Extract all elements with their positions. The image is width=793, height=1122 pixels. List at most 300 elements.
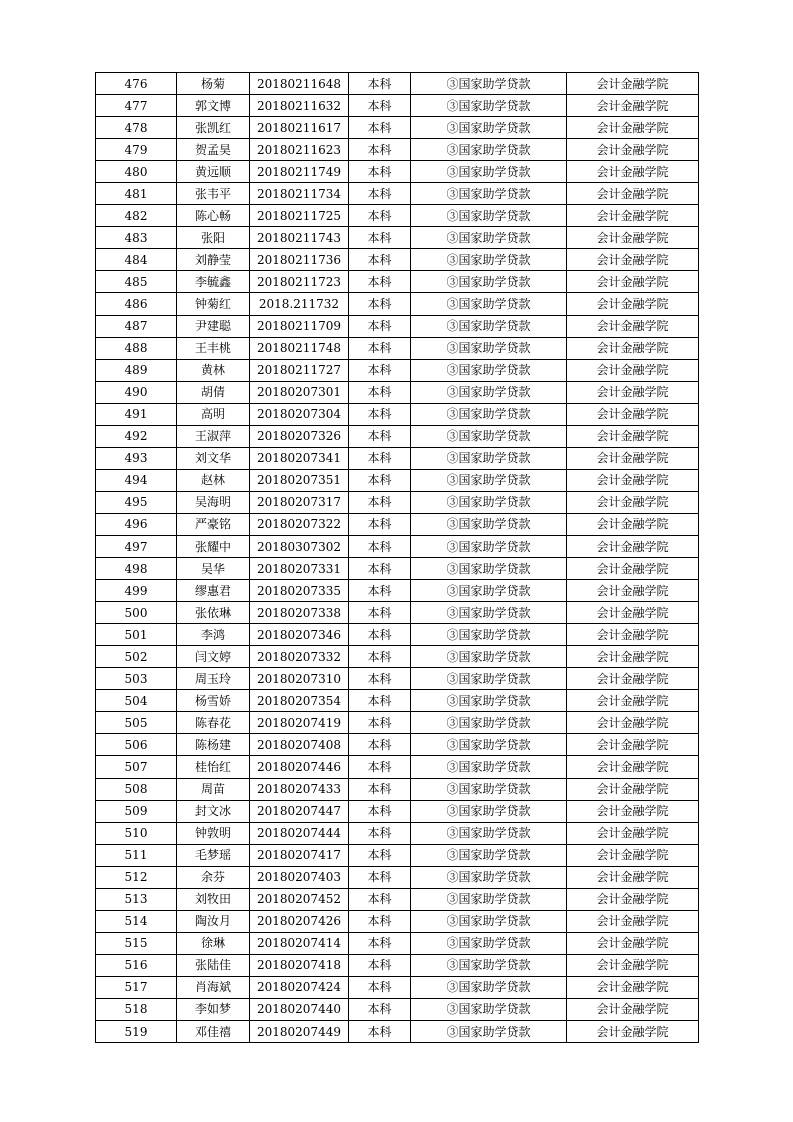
student-id-cell: 20180207449 xyxy=(250,1021,349,1043)
college-cell: 会计金融学院 xyxy=(567,558,699,580)
aid-type-cell: ③国家助学贷款 xyxy=(411,976,567,998)
student-id-cell: 20180207331 xyxy=(250,558,349,580)
row-number-cell: 507 xyxy=(96,756,177,778)
education-level-cell: 本科 xyxy=(349,205,411,227)
row-number-cell: 510 xyxy=(96,822,177,844)
aid-type-cell: ③国家助学贷款 xyxy=(411,249,567,271)
aid-type-cell: ③国家助学贷款 xyxy=(411,690,567,712)
college-cell: 会计金融学院 xyxy=(567,315,699,337)
student-id-cell: 20180207433 xyxy=(250,778,349,800)
student-name-cell: 李鸿 xyxy=(177,624,250,646)
education-level-cell: 本科 xyxy=(349,73,411,95)
education-level-cell: 本科 xyxy=(349,513,411,535)
college-cell: 会计金融学院 xyxy=(567,491,699,513)
education-level-cell: 本科 xyxy=(349,998,411,1020)
college-cell: 会计金融学院 xyxy=(567,800,699,822)
row-number-cell: 513 xyxy=(96,888,177,910)
student-id-cell: 20180211734 xyxy=(250,183,349,205)
table-row xyxy=(96,205,699,227)
row-number-cell: 511 xyxy=(96,844,177,866)
student-id-cell: 20180207424 xyxy=(250,976,349,998)
education-level-cell: 本科 xyxy=(349,558,411,580)
college-cell: 会计金融学院 xyxy=(567,513,699,535)
college-cell: 会计金融学院 xyxy=(567,249,699,271)
student-id-cell: 20180207426 xyxy=(250,910,349,932)
education-level-cell: 本科 xyxy=(349,690,411,712)
education-level-cell: 本科 xyxy=(349,249,411,271)
education-level-cell: 本科 xyxy=(349,403,411,425)
student-id-cell: 20180207418 xyxy=(250,954,349,976)
row-number-cell: 491 xyxy=(96,403,177,425)
student-id-cell: 20180207354 xyxy=(250,690,349,712)
aid-type-cell: ③国家助学贷款 xyxy=(411,580,567,602)
student-id-cell: 20180207346 xyxy=(250,624,349,646)
student-id-cell: 20180207447 xyxy=(250,800,349,822)
student-name-cell: 杨雪娇 xyxy=(177,690,250,712)
table-row xyxy=(96,381,699,403)
student-id-cell: 20180207332 xyxy=(250,646,349,668)
student-aid-list xyxy=(95,72,698,1043)
education-level-cell: 本科 xyxy=(349,602,411,624)
row-number-cell: 497 xyxy=(96,535,177,557)
student-name-cell: 李毓鑫 xyxy=(177,271,250,293)
student-name-cell: 李如梦 xyxy=(177,998,250,1020)
table-row xyxy=(96,161,699,183)
row-number-cell: 516 xyxy=(96,954,177,976)
college-cell: 会计金融学院 xyxy=(567,778,699,800)
student-name-cell: 肖海斌 xyxy=(177,976,250,998)
row-number-cell: 494 xyxy=(96,469,177,491)
education-level-cell: 本科 xyxy=(349,624,411,646)
student-name-cell: 闫文婷 xyxy=(177,646,250,668)
education-level-cell: 本科 xyxy=(349,161,411,183)
student-id-cell: 20180211723 xyxy=(250,271,349,293)
aid-type-cell: ③国家助学贷款 xyxy=(411,205,567,227)
table-row xyxy=(96,998,699,1020)
table-row xyxy=(96,139,699,161)
college-cell: 会计金融学院 xyxy=(567,337,699,359)
aid-type-cell: ③国家助学贷款 xyxy=(411,888,567,910)
college-cell: 会计金融学院 xyxy=(567,227,699,249)
aid-type-cell: ③国家助学贷款 xyxy=(411,558,567,580)
student-id-cell: 20180211736 xyxy=(250,249,349,271)
student-id-cell: 20180207452 xyxy=(250,888,349,910)
row-number-cell: 478 xyxy=(96,117,177,139)
row-number-cell: 504 xyxy=(96,690,177,712)
student-id-cell: 20180211623 xyxy=(250,139,349,161)
college-cell: 会计金融学院 xyxy=(567,469,699,491)
table-row xyxy=(96,403,699,425)
student-id-cell: 20180211617 xyxy=(250,117,349,139)
row-number-cell: 477 xyxy=(96,95,177,117)
college-cell: 会计金融学院 xyxy=(567,954,699,976)
table-row xyxy=(96,337,699,359)
education-level-cell: 本科 xyxy=(349,1021,411,1043)
table-row xyxy=(96,95,699,117)
college-cell: 会计金融学院 xyxy=(567,822,699,844)
aid-type-cell: ③国家助学贷款 xyxy=(411,491,567,513)
college-cell: 会计金融学院 xyxy=(567,580,699,602)
student-name-cell: 邓佳禧 xyxy=(177,1021,250,1043)
aid-type-cell: ③国家助学贷款 xyxy=(411,734,567,756)
college-cell: 会计金融学院 xyxy=(567,425,699,447)
student-name-cell: 贺孟昊 xyxy=(177,139,250,161)
student-name-cell: 张韦平 xyxy=(177,183,250,205)
student-name-cell: 刘静莹 xyxy=(177,249,250,271)
college-cell: 会计金融学院 xyxy=(567,756,699,778)
aid-type-cell: ③国家助学贷款 xyxy=(411,381,567,403)
college-cell: 会计金融学院 xyxy=(567,668,699,690)
table-row xyxy=(96,756,699,778)
aid-type-cell: ③国家助学贷款 xyxy=(411,602,567,624)
college-cell: 会计金融学院 xyxy=(567,1021,699,1043)
student-name-cell: 吴海明 xyxy=(177,491,250,513)
student-id-cell: 20180207304 xyxy=(250,403,349,425)
education-level-cell: 本科 xyxy=(349,756,411,778)
education-level-cell: 本科 xyxy=(349,932,411,954)
row-number-cell: 519 xyxy=(96,1021,177,1043)
row-number-cell: 512 xyxy=(96,866,177,888)
student-name-cell: 张依琳 xyxy=(177,602,250,624)
table-row xyxy=(96,844,699,866)
college-cell: 会计金融学院 xyxy=(567,535,699,557)
table-row xyxy=(96,822,699,844)
education-level-cell: 本科 xyxy=(349,315,411,337)
row-number-cell: 476 xyxy=(96,73,177,95)
table-row xyxy=(96,580,699,602)
college-cell: 会计金融学院 xyxy=(567,117,699,139)
education-level-cell: 本科 xyxy=(349,778,411,800)
education-level-cell: 本科 xyxy=(349,447,411,469)
aid-type-cell: ③国家助学贷款 xyxy=(411,1021,567,1043)
table-row xyxy=(96,778,699,800)
education-level-cell: 本科 xyxy=(349,734,411,756)
aid-type-cell: ③国家助学贷款 xyxy=(411,756,567,778)
table-row xyxy=(96,249,699,271)
row-number-cell: 499 xyxy=(96,580,177,602)
table-row xyxy=(96,469,699,491)
education-level-cell: 本科 xyxy=(349,866,411,888)
row-number-cell: 514 xyxy=(96,910,177,932)
student-name-cell: 毛梦瑶 xyxy=(177,844,250,866)
table-body xyxy=(96,73,699,1043)
student-name-cell: 桂怡红 xyxy=(177,756,250,778)
aid-type-cell: ③国家助学贷款 xyxy=(411,513,567,535)
college-cell: 会计金融学院 xyxy=(567,844,699,866)
college-cell: 会计金融学院 xyxy=(567,998,699,1020)
education-level-cell: 本科 xyxy=(349,822,411,844)
row-number-cell: 488 xyxy=(96,337,177,359)
aid-type-cell: ③国家助学贷款 xyxy=(411,183,567,205)
student-id-cell: 20180207341 xyxy=(250,447,349,469)
table-row xyxy=(96,315,699,337)
college-cell: 会计金融学院 xyxy=(567,161,699,183)
row-number-cell: 490 xyxy=(96,381,177,403)
aid-type-cell: ③国家助学贷款 xyxy=(411,359,567,381)
student-name-cell: 陈心畅 xyxy=(177,205,250,227)
row-number-cell: 481 xyxy=(96,183,177,205)
aid-type-cell: ③国家助学贷款 xyxy=(411,668,567,690)
college-cell: 会计金融学院 xyxy=(567,976,699,998)
table-row xyxy=(96,293,699,315)
aid-type-cell: ③国家助学贷款 xyxy=(411,403,567,425)
student-id-cell: 20180211725 xyxy=(250,205,349,227)
row-number-cell: 484 xyxy=(96,249,177,271)
student-name-cell: 张凯红 xyxy=(177,117,250,139)
student-name-cell: 封文冰 xyxy=(177,800,250,822)
student-id-cell: 20180207326 xyxy=(250,425,349,447)
student-id-cell: 20180211748 xyxy=(250,337,349,359)
row-number-cell: 505 xyxy=(96,712,177,734)
aid-type-cell: ③国家助学贷款 xyxy=(411,337,567,359)
education-level-cell: 本科 xyxy=(349,800,411,822)
college-cell: 会计金融学院 xyxy=(567,888,699,910)
table-row xyxy=(96,646,699,668)
education-level-cell: 本科 xyxy=(349,954,411,976)
college-cell: 会计金融学院 xyxy=(567,447,699,469)
student-name-cell: 钟菊红 xyxy=(177,293,250,315)
student-id-cell: 20180207403 xyxy=(250,866,349,888)
table-row xyxy=(96,558,699,580)
student-id-cell: 20180211648 xyxy=(250,73,349,95)
education-level-cell: 本科 xyxy=(349,646,411,668)
student-id-cell: 20180207310 xyxy=(250,668,349,690)
college-cell: 会计金融学院 xyxy=(567,271,699,293)
row-number-cell: 502 xyxy=(96,646,177,668)
aid-type-cell: ③国家助学贷款 xyxy=(411,778,567,800)
table-row xyxy=(96,712,699,734)
table-row xyxy=(96,954,699,976)
college-cell: 会计金融学院 xyxy=(567,139,699,161)
education-level-cell: 本科 xyxy=(349,491,411,513)
student-name-cell: 缪惠君 xyxy=(177,580,250,602)
student-name-cell: 余芬 xyxy=(177,866,250,888)
student-name-cell: 周玉玲 xyxy=(177,668,250,690)
row-number-cell: 492 xyxy=(96,425,177,447)
student-id-cell: 20180207408 xyxy=(250,734,349,756)
education-level-cell: 本科 xyxy=(349,183,411,205)
student-id-cell: 20180207301 xyxy=(250,381,349,403)
table-row xyxy=(96,535,699,557)
student-name-cell: 张陆佳 xyxy=(177,954,250,976)
student-name-cell: 高明 xyxy=(177,403,250,425)
college-cell: 会计金融学院 xyxy=(567,381,699,403)
student-id-cell: 20180207444 xyxy=(250,822,349,844)
row-number-cell: 508 xyxy=(96,778,177,800)
student-name-cell: 陶汝月 xyxy=(177,910,250,932)
college-cell: 会计金融学院 xyxy=(567,910,699,932)
table-row xyxy=(96,690,699,712)
college-cell: 会计金融学院 xyxy=(567,866,699,888)
table-row xyxy=(96,513,699,535)
college-cell: 会计金融学院 xyxy=(567,624,699,646)
college-cell: 会计金融学院 xyxy=(567,646,699,668)
student-name-cell: 周苗 xyxy=(177,778,250,800)
student-name-cell: 徐琳 xyxy=(177,932,250,954)
aid-type-cell: ③国家助学贷款 xyxy=(411,535,567,557)
student-name-cell: 黄林 xyxy=(177,359,250,381)
table-row xyxy=(96,800,699,822)
aid-type-cell: ③国家助学贷款 xyxy=(411,624,567,646)
table-row xyxy=(96,271,699,293)
aid-type-cell: ③国家助学贷款 xyxy=(411,910,567,932)
college-cell: 会计金融学院 xyxy=(567,205,699,227)
table-row xyxy=(96,491,699,513)
table-row xyxy=(96,1021,699,1043)
student-name-cell: 钟敦明 xyxy=(177,822,250,844)
student-name-cell: 王丰桃 xyxy=(177,337,250,359)
education-level-cell: 本科 xyxy=(349,381,411,403)
education-level-cell: 本科 xyxy=(349,337,411,359)
table-row xyxy=(96,447,699,469)
row-number-cell: 486 xyxy=(96,293,177,315)
education-level-cell: 本科 xyxy=(349,271,411,293)
table-row xyxy=(96,359,699,381)
student-name-cell: 黄远顺 xyxy=(177,161,250,183)
college-cell: 会计金融学院 xyxy=(567,403,699,425)
aid-type-cell: ③国家助学贷款 xyxy=(411,271,567,293)
row-number-cell: 489 xyxy=(96,359,177,381)
student-id-cell: 20180207317 xyxy=(250,491,349,513)
student-id-cell: 20180207417 xyxy=(250,844,349,866)
aid-type-cell: ③国家助学贷款 xyxy=(411,712,567,734)
education-level-cell: 本科 xyxy=(349,910,411,932)
aid-type-cell: ③国家助学贷款 xyxy=(411,469,567,491)
table-row xyxy=(96,602,699,624)
student-name-cell: 赵林 xyxy=(177,469,250,491)
student-name-cell: 郭文博 xyxy=(177,95,250,117)
student-id-cell: 20180211727 xyxy=(250,359,349,381)
aid-type-cell: ③国家助学贷款 xyxy=(411,73,567,95)
table-row xyxy=(96,910,699,932)
education-level-cell: 本科 xyxy=(349,293,411,315)
student-id-cell: 20180207446 xyxy=(250,756,349,778)
education-level-cell: 本科 xyxy=(349,535,411,557)
table-row xyxy=(96,624,699,646)
student-name-cell: 王淑萍 xyxy=(177,425,250,447)
student-name-cell: 张阳 xyxy=(177,227,250,249)
student-id-cell: 20180207414 xyxy=(250,932,349,954)
college-cell: 会计金融学院 xyxy=(567,293,699,315)
aid-type-cell: ③国家助学贷款 xyxy=(411,844,567,866)
student-id-cell: 20180211743 xyxy=(250,227,349,249)
row-number-cell: 485 xyxy=(96,271,177,293)
education-level-cell: 本科 xyxy=(349,668,411,690)
college-cell: 会计金融学院 xyxy=(567,183,699,205)
education-level-cell: 本科 xyxy=(349,580,411,602)
student-id-cell: 20180207322 xyxy=(250,513,349,535)
student-id-cell: 20180307302 xyxy=(250,535,349,557)
student-id-cell: 2018.211732 xyxy=(250,293,349,315)
table-row xyxy=(96,888,699,910)
education-level-cell: 本科 xyxy=(349,712,411,734)
aid-type-cell: ③国家助学贷款 xyxy=(411,425,567,447)
row-number-cell: 496 xyxy=(96,513,177,535)
aid-type-cell: ③国家助学贷款 xyxy=(411,139,567,161)
aid-type-cell: ③国家助学贷款 xyxy=(411,866,567,888)
row-number-cell: 493 xyxy=(96,447,177,469)
table-row xyxy=(96,73,699,95)
education-level-cell: 本科 xyxy=(349,469,411,491)
table-row xyxy=(96,734,699,756)
college-cell: 会计金融学院 xyxy=(567,734,699,756)
row-number-cell: 515 xyxy=(96,932,177,954)
college-cell: 会计金融学院 xyxy=(567,73,699,95)
aid-type-cell: ③国家助学贷款 xyxy=(411,293,567,315)
education-level-cell: 本科 xyxy=(349,227,411,249)
table-row xyxy=(96,866,699,888)
row-number-cell: 506 xyxy=(96,734,177,756)
aid-type-cell: ③国家助学贷款 xyxy=(411,117,567,139)
student-name-cell: 张耀中 xyxy=(177,535,250,557)
student-id-cell: 20180207419 xyxy=(250,712,349,734)
row-number-cell: 500 xyxy=(96,602,177,624)
aid-type-cell: ③国家助学贷款 xyxy=(411,800,567,822)
college-cell: 会计金融学院 xyxy=(567,690,699,712)
student-id-cell: 20180207440 xyxy=(250,998,349,1020)
student-id-cell: 20180211749 xyxy=(250,161,349,183)
row-number-cell: 487 xyxy=(96,315,177,337)
table-row xyxy=(96,668,699,690)
student-id-cell: 20180211632 xyxy=(250,95,349,117)
table-row xyxy=(96,183,699,205)
aid-type-cell: ③国家助学贷款 xyxy=(411,932,567,954)
education-level-cell: 本科 xyxy=(349,139,411,161)
row-number-cell: 498 xyxy=(96,558,177,580)
education-level-cell: 本科 xyxy=(349,95,411,117)
row-number-cell: 480 xyxy=(96,161,177,183)
college-cell: 会计金融学院 xyxy=(567,602,699,624)
row-number-cell: 509 xyxy=(96,800,177,822)
student-name-cell: 陈春花 xyxy=(177,712,250,734)
row-number-cell: 517 xyxy=(96,976,177,998)
student-name-cell: 陈杨建 xyxy=(177,734,250,756)
aid-type-cell: ③国家助学贷款 xyxy=(411,998,567,1020)
student-id-cell: 20180207351 xyxy=(250,469,349,491)
row-number-cell: 518 xyxy=(96,998,177,1020)
aid-type-cell: ③国家助学贷款 xyxy=(411,95,567,117)
table-row xyxy=(96,227,699,249)
student-name-cell: 刘文华 xyxy=(177,447,250,469)
aid-type-cell: ③国家助学贷款 xyxy=(411,954,567,976)
college-cell: 会计金融学院 xyxy=(567,95,699,117)
row-number-cell: 483 xyxy=(96,227,177,249)
table-row xyxy=(96,117,699,139)
student-name-cell: 吴华 xyxy=(177,558,250,580)
row-number-cell: 482 xyxy=(96,205,177,227)
student-id-cell: 20180207338 xyxy=(250,602,349,624)
student-id-cell: 20180211709 xyxy=(250,315,349,337)
education-level-cell: 本科 xyxy=(349,117,411,139)
student-name-cell: 杨菊 xyxy=(177,73,250,95)
education-level-cell: 本科 xyxy=(349,359,411,381)
table-row xyxy=(96,425,699,447)
education-level-cell: 本科 xyxy=(349,976,411,998)
student-name-cell: 严豪铭 xyxy=(177,513,250,535)
row-number-cell: 479 xyxy=(96,139,177,161)
aid-type-cell: ③国家助学贷款 xyxy=(411,447,567,469)
row-number-cell: 501 xyxy=(96,624,177,646)
education-level-cell: 本科 xyxy=(349,888,411,910)
student-id-cell: 20180207335 xyxy=(250,580,349,602)
education-level-cell: 本科 xyxy=(349,425,411,447)
aid-type-cell: ③国家助学贷款 xyxy=(411,822,567,844)
aid-type-cell: ③国家助学贷款 xyxy=(411,161,567,183)
table-row xyxy=(96,976,699,998)
student-name-cell: 胡倩 xyxy=(177,381,250,403)
aid-type-cell: ③国家助学贷款 xyxy=(411,315,567,337)
student-name-cell: 尹建聪 xyxy=(177,315,250,337)
